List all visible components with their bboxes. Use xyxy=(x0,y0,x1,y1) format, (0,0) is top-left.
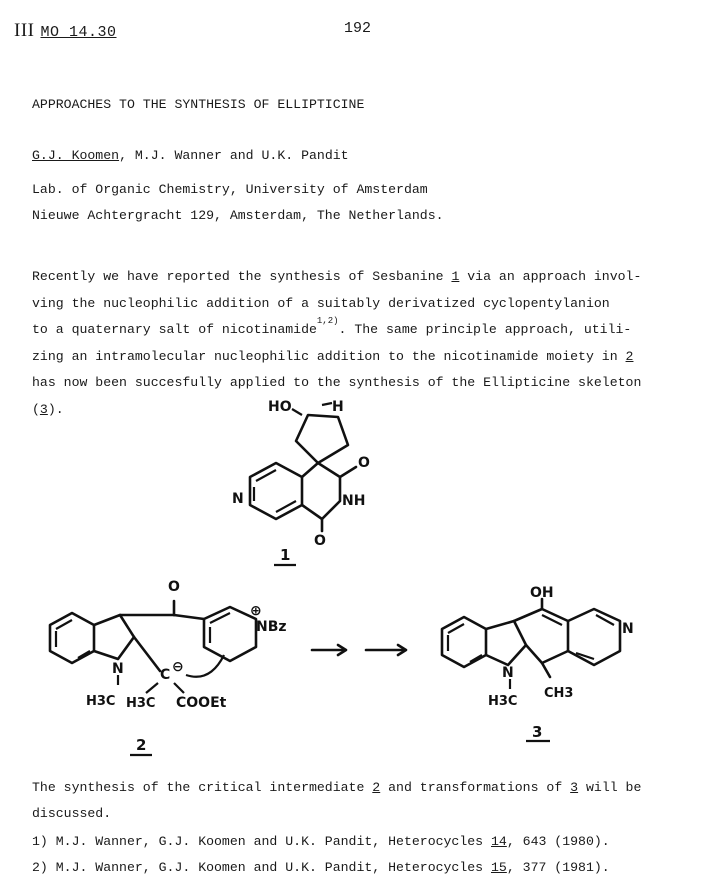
text: will be xyxy=(578,780,642,795)
text: via an approach invol- xyxy=(459,269,642,284)
negative-charge: ⊖ xyxy=(172,659,184,675)
presenting-author: G.J. Koomen xyxy=(32,148,120,163)
volume: 15 xyxy=(491,860,507,875)
carbanion-c-label: C xyxy=(160,667,171,683)
carbonyl-o-top: O xyxy=(358,455,370,471)
volume: 14 xyxy=(491,834,507,849)
pyridine-n-label: N xyxy=(622,621,634,637)
co-authors: , M.J. Wanner and U.K. Pandit xyxy=(119,148,349,163)
structure-sesbanine xyxy=(222,395,392,570)
conclusion-line: discussed. xyxy=(32,806,112,821)
indole-n-label: N xyxy=(112,661,124,677)
text: 1) M.J. Wanner, G.J. Koomen and U.K. Pandit, Heterocycles xyxy=(32,834,491,849)
conclusion xyxy=(32,775,700,827)
conclusion-line xyxy=(32,775,700,801)
ketone-o-label: O xyxy=(168,579,180,595)
ester-label: COOEt xyxy=(176,695,227,711)
abstract-line: ving the nucleophilic addition of a suitably derivatized cyclopentylanion xyxy=(32,295,610,311)
compound-ref-2: 2 xyxy=(625,348,634,364)
text: ( xyxy=(32,401,40,417)
text: The synthesis of the critical intermediate xyxy=(32,780,373,795)
text: zing an intramolecular nucleophilic addition to the nicotinamide moiety in xyxy=(32,348,626,364)
session-number: MO 14.30 xyxy=(40,24,117,41)
text: and transformations of xyxy=(380,780,571,795)
paper-title: APPROACHES TO THE SYNTHESIS OF ELLIPTICINE xyxy=(32,97,365,112)
text: ). xyxy=(47,401,64,417)
abstract-line xyxy=(32,317,700,344)
affiliation-line-1: Lab. of Organic Chemistry, University of Amsterdam xyxy=(32,182,428,197)
positive-charge: ⊕ xyxy=(250,603,262,619)
structure-intermediate-2 xyxy=(34,575,304,760)
text: . The same principle approach, utili- xyxy=(338,322,632,338)
session-code xyxy=(14,20,117,42)
n-methyl-label: H3C xyxy=(86,694,116,709)
text: , 377 (1981). xyxy=(506,860,610,875)
carbonyl-o-bottom: O xyxy=(314,533,326,549)
session-roman: III xyxy=(14,20,35,41)
c-methyl-label: CH3 xyxy=(544,686,574,701)
imide-nh-label: NH xyxy=(342,493,366,509)
structure-ellipticine xyxy=(432,585,672,755)
c-methyl-label: H3C xyxy=(126,696,156,711)
reference-1 xyxy=(32,834,610,849)
compound-ref-3: 3 xyxy=(570,780,579,795)
abstract-line: has now been succesfully applied to the synthesis of the Ellipticine skeleton xyxy=(32,375,642,391)
reference-2 xyxy=(32,860,610,875)
hydrogen-label: H xyxy=(332,399,344,415)
structure-label-1: 1 xyxy=(280,546,291,564)
text: to a quaternary salt of nicotinamide xyxy=(32,322,317,338)
nbz-label: NBz xyxy=(256,619,287,635)
authors xyxy=(32,148,349,163)
n-methyl-label: H3C xyxy=(488,694,518,709)
text: , 643 (1980). xyxy=(506,834,610,849)
text: Recently we have reported the synthesis of Sesbanine xyxy=(32,269,452,284)
compound-ref-1: 1 xyxy=(451,269,460,284)
reaction-arrow xyxy=(308,640,418,660)
page-number: 192 xyxy=(344,20,372,37)
structure-label-2: 2 xyxy=(136,736,147,754)
abstract-line xyxy=(32,264,700,291)
compound-ref-3: 3 xyxy=(39,401,48,417)
text: 2) M.J. Wanner, G.J. Koomen and U.K. Pandit, Heterocycles xyxy=(32,860,491,875)
compound-ref-2: 2 xyxy=(372,780,381,795)
indole-n-label: N xyxy=(502,665,514,681)
pyridine-n-label: N xyxy=(232,491,244,507)
hydroxyl-label: HO xyxy=(268,399,292,415)
citation-superscript: 1,2) xyxy=(316,315,339,326)
abstract-line xyxy=(32,344,700,371)
hydroxyl-label: OH xyxy=(530,585,554,601)
structure-label-3: 3 xyxy=(532,723,543,741)
affiliation-line-2: Nieuwe Achtergracht 129, Amsterdam, The Netherlands. xyxy=(32,208,444,223)
